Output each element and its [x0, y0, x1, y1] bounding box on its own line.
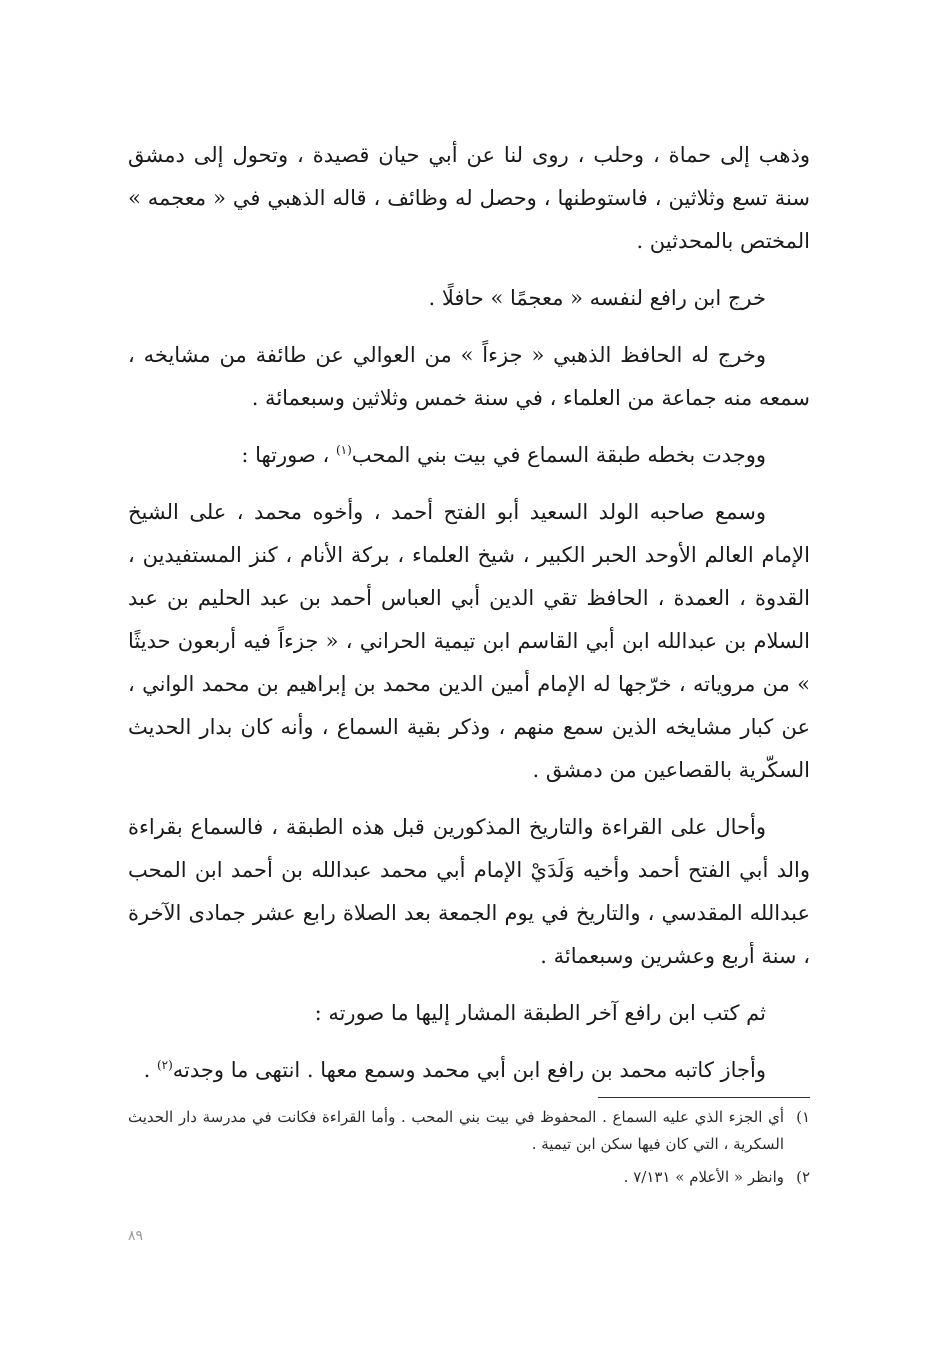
paragraph-7: ثم كتب ابن رافع آخر الطبقة المشار إليها ما صورته : — [314, 1001, 766, 1025]
footnote-number-2: ٢) — [796, 1168, 810, 1186]
paragraph-1: وذهب إلى حماة ، وحلب ، روى لنا عن أبي حيان قصيدة ، وتحول إلى دمشق سنة تسع وثلاثين ، فاستوطنها ، وحصل له وظائف ، قاله الذهبي في « معجمه » المختص بالمحدثين . — [128, 143, 810, 253]
paragraph-4 — [128, 434, 810, 477]
paragraph-8-tail: . — [143, 1058, 157, 1082]
paragraph-8-text: وأجاز كاتبه محمد بن رافع ابن أبي محمد وسمع معها . انتهى ما وجدته — [172, 1058, 766, 1082]
paragraph-3: وخرج له الحافظ الذهبي « جزءاً » من العوالي عن طائفة من مشايخه ، سمعه منه جماعة من العلماء ، في سنة خمس وثلاثين وسبعمائة . — [128, 343, 810, 410]
paragraph-8 — [128, 1049, 810, 1092]
paragraph-5: وسمع صاحبه الولد السعيد أبو الفتح أحمد ، وأخوه محمد ، على الشيخ الإمام العالم الأوحد الحبر الكبير ، شيخ العلماء ، بركة الأنام ، كنز المستفيدين ، القدوة ، العمدة ، الحافظ تقي الدين أبي العباس أحمد بن عبد الحليم بن عبد السلام بن عبدالله ابن أبي القاسم ابن تيمية الحراني ، « جزءاً فيه أربعون حديثًا » من مروياته ، خرّجها له الإمام أمين الدين محمد بن إبراهيم بن محمد الواني ، عن كبار مشايخه الذين سمع منهم ، وذكر بقية السماع ، وأنه كان بدار الحديث السكّرية بالقصاعين من دمشق . — [128, 500, 810, 782]
footnote-text-1: أي الجزء الذي عليه السماع . المحفوظ في بيت بني المحب . وأما القراءة فكانت في مدرسة دار الحديث السكرية ، التي كان فيها سكن ابن تيمية . — [128, 1108, 784, 1153]
footnote-ref-2: (٢) — [156, 1058, 173, 1072]
footnote-text-2: وانظر « الأعلام » ٧/١٣١ . — [623, 1168, 784, 1186]
footnote-1 — [128, 1104, 810, 1158]
footnotes — [128, 1104, 810, 1197]
footnote-ref-1: (١) — [335, 443, 352, 457]
paragraph-4-text: ووجدت بخطه طبقة السماع في بيت بني المحب — [351, 443, 766, 467]
footnote-number-1: ١) — [796, 1108, 810, 1126]
footnote-divider — [598, 1097, 810, 1098]
main-text — [128, 134, 810, 1106]
paragraph-4-tail: ، صورتها : — [241, 443, 336, 467]
paragraph-2: خرج ابن رافع لنفسه « معجمًا » حافلًا . — [428, 286, 766, 310]
page-number: ٨٩ — [128, 1228, 144, 1244]
paragraph-6: وأحال على القراءة والتاريخ المذكورين قبل هذه الطبقة ، فالسماع بقراءة والد أبي الفتح أحمد وأخيه وَلَدَيْ الإمام أبي محمد عبدالله بن أحمد ابن المحب عبدالله المقدسي ، والتاريخ في يوم الجمعة بعد الصلاة رابع عشر جمادى الآخرة ، سنة أربع وعشرين وسبعمائة . — [128, 815, 810, 968]
footnote-2 — [128, 1164, 810, 1191]
